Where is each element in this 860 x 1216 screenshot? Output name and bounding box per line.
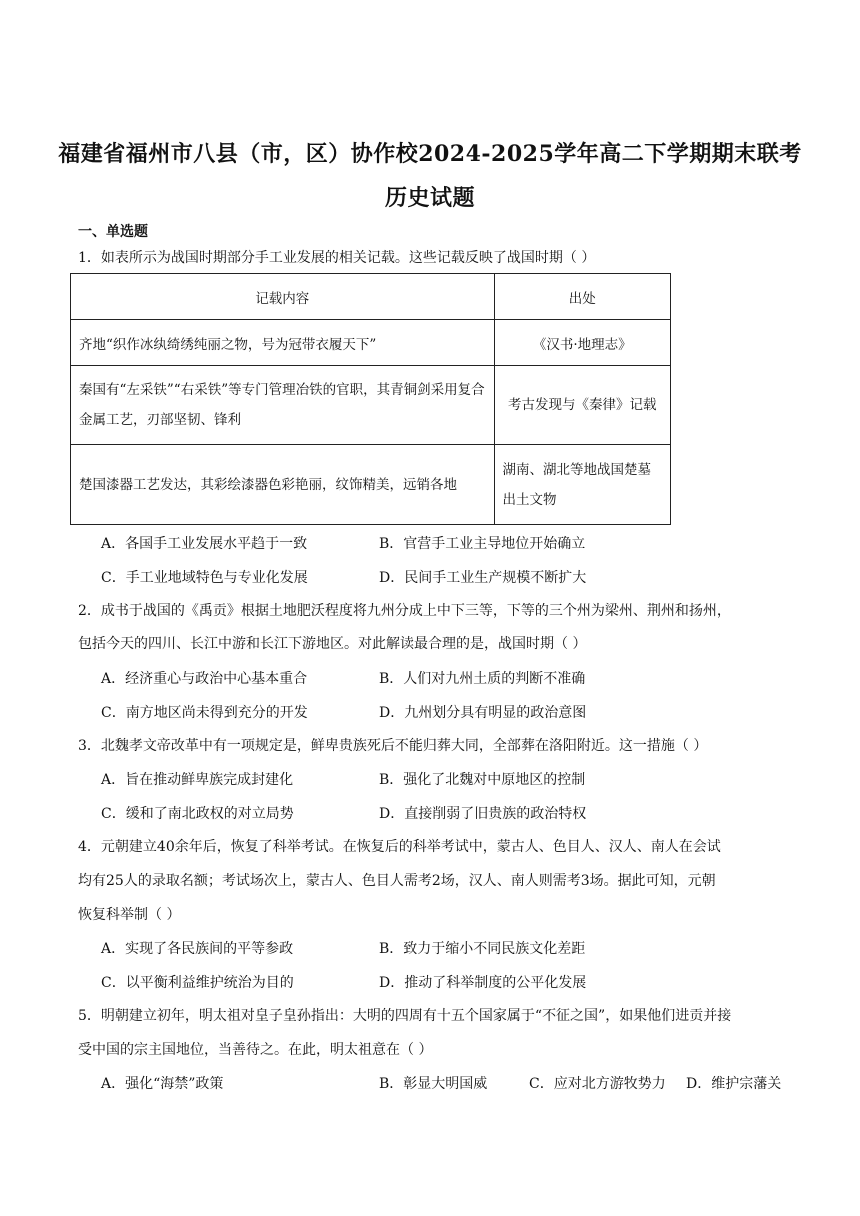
- question-5-stem-line1: 5．明朝建立初年，明太祖对皇子皇孙指出：大明的四周有十五个国家属于“不征之国”，如果他们进贡并接: [78, 1008, 732, 1024]
- table-cell: 考古发现与《秦律》记载: [494, 366, 670, 445]
- q5-option-c[interactable]: C．应对北方游牧势力: [529, 1076, 666, 1092]
- q3-option-d[interactable]: D．直接削弱了旧贵族的政治特权: [379, 806, 587, 822]
- table-row: [71, 320, 671, 366]
- question-3-stem: 3．北魏孝文帝改革中有一项规定是，鲜卑贵族死后不能归葬大同，全部葬在洛阳附近。这一措施（ ）: [78, 738, 708, 754]
- question-4-stem-line1: 4．元朝建立40余年后，恢复了科举考试。在恢复后的科举考试中，蒙古人、色目人、汉人、南人在会试: [78, 839, 721, 855]
- q2-option-d[interactable]: D．九州划分具有明显的政治意图: [379, 705, 587, 721]
- question-2-stem-line2: 包括今天的四川、长江中游和长江下游地区。对此解读最合理的是，战国时期（ ）: [78, 636, 587, 652]
- table-cell: 《汉书·地理志》: [494, 320, 670, 366]
- q4-option-a[interactable]: A．实现了各民族间的平等参政: [101, 941, 294, 957]
- q1-option-c[interactable]: C．手工业地域特色与专业化发展: [101, 570, 308, 586]
- question-4-stem-line2: 均有25人的录取名额；考试场次上，蒙古人、色目人需考2场，汉人、南人则需考3场。据此可知，元朝: [78, 873, 716, 889]
- table-row: [71, 366, 671, 445]
- table-cell: 秦国有“左采铁”“右采铁”等专门管理冶铁的官职，其青铜剑采用复合金属工艺，刃部坚韧、锋利: [71, 366, 495, 445]
- q4-option-b[interactable]: B．致力于缩小不同民族文化差距: [379, 941, 586, 957]
- section-heading: 一、单选题: [78, 224, 148, 240]
- q5-option-a[interactable]: A．强化“海禁”政策: [101, 1076, 224, 1092]
- table-header-content: 记载内容: [71, 274, 495, 320]
- question-1-table: [70, 273, 671, 525]
- table-cell: 湖南、湖北等地战国楚墓出土文物: [494, 445, 670, 525]
- q3-option-a[interactable]: A．旨在推动鲜卑族完成封建化: [101, 772, 294, 788]
- q2-option-c[interactable]: C．南方地区尚未得到充分的开发: [101, 705, 308, 721]
- q5-option-d[interactable]: D．维护宗藩关: [686, 1076, 782, 1092]
- q2-option-b[interactable]: B．人们对九州土质的判断不准确: [379, 671, 586, 687]
- q4-option-d[interactable]: D．推动了科举制度的公平化发展: [379, 975, 587, 991]
- table-header-source: 出处: [494, 274, 670, 320]
- q3-option-b[interactable]: B．强化了北魏对中原地区的控制: [379, 772, 586, 788]
- q3-option-c[interactable]: C．缓和了南北政权的对立局势: [101, 806, 294, 822]
- table-cell: 齐地“织作冰纨绮绣纯丽之物，号为冠带衣履天下”: [71, 320, 495, 366]
- q5-option-b[interactable]: B．彰显大明国威: [379, 1076, 488, 1092]
- q1-option-a[interactable]: A．各国手工业发展水平趋于一致: [101, 536, 308, 552]
- question-1-stem: 1．如表所示为战国时期部分手工业发展的相关记载。这些记载反映了战国时期（ ）: [78, 250, 596, 266]
- table-row: [71, 445, 671, 525]
- q1-option-d[interactable]: D．民间手工业生产规模不断扩大: [379, 570, 587, 586]
- q1-option-b[interactable]: B．官营手工业主导地位开始确立: [379, 536, 586, 552]
- table-cell: 楚国漆器工艺发达，其彩绘漆器色彩艳丽，纹饰精美，远销各地: [71, 445, 495, 525]
- question-4-stem-line3: 恢复科举制（ ）: [78, 907, 181, 923]
- question-5-stem-line2: 受中国的宗主国地位，当善待之。在此，明太祖意在（ ）: [78, 1042, 433, 1058]
- q4-option-c[interactable]: C．以平衡利益维护统治为目的: [101, 975, 294, 991]
- exam-title: 福建省福州市八县（市，区）协作校2024-2025学年高二下学期期末联考: [58, 141, 802, 167]
- exam-subject-title: 历史试题: [384, 185, 475, 211]
- q2-option-a[interactable]: A．经济重心与政治中心基本重合: [101, 671, 308, 687]
- question-2-stem-line1: 2．成书于战国的《禹贡》根据土地肥沃程度将九州分成上中下三等，下等的三个州为梁州、荆州和扬州，: [78, 603, 731, 619]
